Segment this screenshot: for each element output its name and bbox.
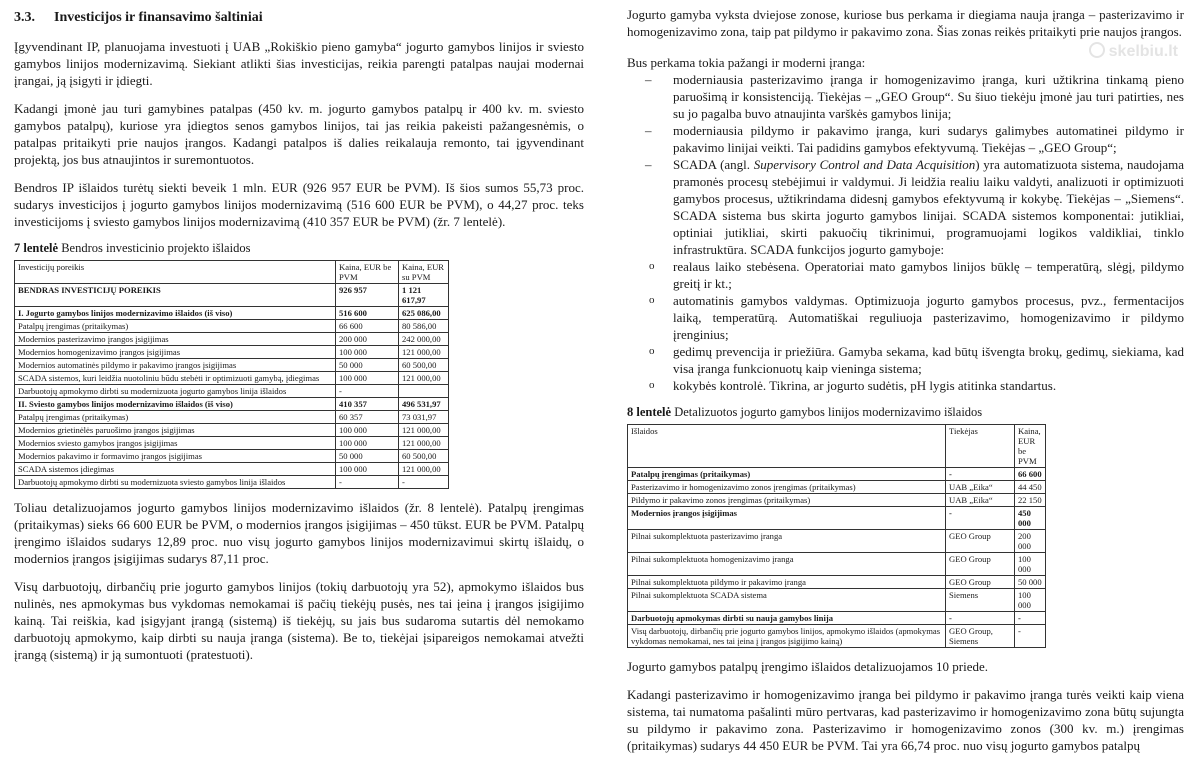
table-cell: 66 600	[1015, 468, 1046, 481]
table-cell: Darbuotojų apmokymas dirbti su nauja gamybos linija	[628, 612, 946, 625]
table-cell: 50 000	[336, 359, 399, 372]
table-cell: SCADA sistemos įdiegimas	[15, 463, 336, 476]
table-row	[15, 307, 449, 320]
paragraph: Jogurto gamyba vyksta dviejose zonose, kuriose bus perkama ir diegiama nauja įranga – pasterizavimo ir homogenizavimo zona, taip pat pildymo ir pakavimo zona. Šias zonas reikės pritaikyti prie naujos įrangos.	[627, 7, 1184, 39]
table-cell: Modernios įrangos įsigijimas	[628, 507, 946, 530]
section-number: 3.3.	[14, 10, 35, 25]
table-cell: Pildymo ir pakavimo zonos įrengimas (pritaikymas)	[628, 494, 946, 507]
table-cell: 121 000,00	[399, 346, 449, 359]
list-item: o realaus laiko stebėsena. Operatoriai mato gamybos linijos būklę – temperatūrą, slėgį, pildymo greitį ir kt.;	[673, 258, 1184, 292]
table-cell: Darbuotojų apmokymo dirbti su modernizuota sviesto gamybos linija išlaidos	[15, 476, 336, 489]
paragraph: Visų darbuotojų, dirbančių prie jogurto gamybos linijos (tokių darbuotojų yra 52), apmokymo išlaidos bus nulinės, nes apmokymas bus vykdomas nemokamai iš pačių tiekėjų pusės, nes tai įeina į įrangos įsigijimo kainą. Tai reiškia, kad įsigyjant įrangą (sistemą) iš tiekėjų, su jais bus sudaroma sutartis dėl nemokamo darbuotojų apmokymo, kaip dirbti su nauja įranga (sistema). Be to, tiekėjai įsipareigos nemokamai atvežti įrangą (sistemą) ir ją sumontuoti (pratestuoti).	[14, 579, 584, 662]
equipment-list	[627, 71, 1184, 258]
table-cell: Modernios automatinės pildymo ir pakavimo įrangos įsigijimas	[15, 359, 336, 372]
table-cell: 100 000	[1015, 553, 1046, 576]
paragraph: Toliau detalizuojamos jogurto gamybos linijos modernizavimo išlaidos (žr. 8 lentelė). Patalpų įrengimas (pritaikymas) sieks 66 600 EUR be PVM, o modernios įrangos įsigijimas – 450 tūkst. EUR be PVM. Patalpų įrengimo išlaidos sudarys 12,89 proc. nuo visų jogurto gamybos linijos modernizavimui skirtų išlaidų, o modernios įrangos įsigijimas sudarys 87,11 proc.	[14, 500, 584, 566]
table-cell: Modernios grietinėlės paruošimo įrangos įsigijimas	[15, 424, 336, 437]
table-cell: UAB „Eika“	[946, 481, 1015, 494]
table-cell: Patalpų įrengimas (pritaikymas)	[15, 320, 336, 333]
table-cell: -	[336, 385, 399, 398]
list-item: o gedimų prevencija ir priežiūra. Gamyba sekama, kad būtų išvengta brokų, gedimų, siekiama, kad visa įranga funkcionuotų kaip vieninga sistema;	[673, 343, 1184, 377]
table-cell: -	[1015, 612, 1046, 625]
table-cell: GEO Group	[946, 553, 1015, 576]
table-cell: 410 357	[336, 398, 399, 411]
table-cell: Pilnai sukomplektuota SCADA sistema	[628, 589, 946, 612]
list-item: – moderniausia pildymo ir pakavimo įranga, kuri sudarys galimybes automatinei pildymo ir pakavimo linijai veikti. Tai padidins gamybos efektyvumą. Tiekėjas – „GEO Group“;	[673, 122, 1184, 156]
table-row	[15, 476, 449, 489]
table-header-cell: Išlaidos	[628, 425, 946, 468]
table-cell: 66 600	[336, 320, 399, 333]
table-row	[628, 481, 1046, 494]
table-cell: Modernios pakavimo ir formavimo įrangos įsigijimas	[15, 450, 336, 463]
table-header-cell: Investicijų poreikis	[15, 261, 336, 284]
table-row	[628, 530, 1046, 553]
section-title: Investicijos ir finansavimo šaltiniai	[54, 10, 263, 25]
table-row	[628, 625, 1046, 648]
table-cell: 450 000	[1015, 507, 1046, 530]
table-cell: -	[946, 507, 1015, 530]
table-cell: I. Jogurto gamybos linijos modernizavimo išlaidos (iš viso)	[15, 307, 336, 320]
table-row	[15, 372, 449, 385]
table-row	[628, 468, 1046, 481]
table-cell: Pilnai sukomplektuota pildymo ir pakavimo įranga	[628, 576, 946, 589]
table-cell: II. Sviesto gamybos linijos modernizavimo išlaidos (iš viso)	[15, 398, 336, 411]
table-cell: 121 000,00	[399, 463, 449, 476]
table-cell: -	[946, 612, 1015, 625]
list-item: – SCADA (angl. Supervisory Control and Data Acquisition) yra automatizuota sistema, naudojama pramonės procesų stebėjimui ir valdymui. Ji leidžia realiu laiku valdyti, analizuoti ir optimizuoti gamybos procesus, užtikrindama didesnį gamybos efektyvumą ir kokybę. Tiekėjas – „Siemens“. SCADA sistema bus skirta jogurto gamybos linijai. SCADA sistemos komponentai: jutikliai, optiniai jutikliai, skirti pakuočių tikrinimui, programuojami logikos valdikliai, tinklo infrastruktūra. SCADA funkcijos jogurto gamyboje:	[673, 156, 1184, 258]
table-cell: 100 000	[336, 437, 399, 450]
table-cell: 1 121 617,97	[399, 284, 449, 307]
scada-functions-list	[627, 258, 1184, 394]
table-cell: 625 086,00	[399, 307, 449, 320]
table-cell: 44 450	[1015, 481, 1046, 494]
paragraph: Bendros IP išlaidos turėtų siekti beveik 1 mln. EUR (926 957 EUR be PVM). Iš šios sumos 55,73 proc. sudarys investicijos į jogurto gamybos linijos modernizavimą (516 600 EUR be PVM), o 44,27 proc. teks investicijoms į sviesto gamybos linijos modernizavimą (410 357 EUR be PVM) (žr. 7 lentelė).	[14, 180, 584, 229]
table-cell: UAB „Eika“	[946, 494, 1015, 507]
table-row	[628, 576, 1046, 589]
table-cell: GEO Group	[946, 530, 1015, 553]
table-cell: 242 000,00	[399, 333, 449, 346]
table-cell: Patalpų įrengimas (pritaikymas)	[15, 411, 336, 424]
table-row	[15, 437, 449, 450]
table-header-cell: Tiekėjas	[946, 425, 1015, 468]
table-row	[628, 589, 1046, 612]
table-row	[628, 494, 1046, 507]
table-7-caption: 7 lentelė Bendros investicinio projekto išlaidos	[14, 241, 251, 255]
table-cell: Pilnai sukomplektuota pasterizavimo įranga	[628, 530, 946, 553]
table-row	[15, 424, 449, 437]
table-cell: 100 000	[336, 424, 399, 437]
table-cell: 80 586,00	[399, 320, 449, 333]
table-cell: 121 000,00	[399, 372, 449, 385]
list-item: o automatinis gamybos valdymas. Optimizuoja jogurto gamybos procesus, pvz., fermentacijos laiką, temperatūrą. Automatiškai reguliuoja pasterizavimo, homogenizavimo ir pildymo įrenginius;	[673, 292, 1184, 343]
table-row	[15, 333, 449, 346]
table-cell: 60 500,00	[399, 450, 449, 463]
table-cell: 50 000	[336, 450, 399, 463]
table-row	[15, 411, 449, 424]
table-cell: GEO Group, Siemens	[946, 625, 1015, 648]
table-header-cell: Kaina, EUR be PVM	[336, 261, 399, 284]
table-7	[14, 260, 449, 489]
table-row	[15, 450, 449, 463]
table-row	[15, 385, 449, 398]
table-cell: 100 000	[336, 346, 399, 359]
table-row	[15, 320, 449, 333]
table-cell: Pilnai sukomplektuota homogenizavimo įranga	[628, 553, 946, 576]
table-cell: 926 957	[336, 284, 399, 307]
watermark: skelbiu.lt	[1089, 42, 1178, 61]
table-header-row	[628, 425, 1046, 468]
table-header-cell: Kaina, EUR be PVM	[1015, 425, 1046, 468]
table-8	[627, 424, 1046, 648]
table-cell: Modernios homogenizavimo įrangos įsigijimas	[15, 346, 336, 359]
table-header-row	[15, 261, 449, 284]
table-cell: Pasterizavimo ir homogenizavimo zonos įrengimas (pritaikymas)	[628, 481, 946, 494]
table-cell: Darbuotojų apmokymo dirbti su modernizuota jogurto gamybos linija išlaidos	[15, 385, 336, 398]
table-cell: 121 000,00	[399, 424, 449, 437]
list-item: – moderniausia pasterizavimo įranga ir homogenizavimo įranga, kuri užtikrina tinkamą pieno paruošimą ir konsistenciją. Tiekėjas – „GEO Group“. Su šiuo tiekėju įmonė jau turi patirties, nes su jo pagalba buvo atnaujinta varškės gamybos linija;	[673, 71, 1184, 122]
table-cell: 100 000	[336, 463, 399, 476]
table-cell: 121 000,00	[399, 437, 449, 450]
table-row	[15, 463, 449, 476]
table-8-caption: 8 lentelė Detalizuotos jogurto gamybos linijos modernizavimo išlaidos	[627, 405, 983, 419]
paragraph: Bus perkama tokia pažangi ir moderni įranga:	[627, 55, 866, 70]
table-cell: Siemens	[946, 589, 1015, 612]
table-row	[628, 507, 1046, 530]
table-cell: 60 357	[336, 411, 399, 424]
table-row	[15, 359, 449, 372]
table-cell: -	[399, 476, 449, 489]
table-cell: 200 000	[1015, 530, 1046, 553]
table-row	[15, 284, 449, 307]
paragraph: Įgyvendinant IP, planuojama investuoti į UAB „Rokiškio pieno gamyba“ jogurto gamybos linijos ir sviesto gamybos linijos modernizavimą. Siekiant atlikti šias investicijas, reikia parengti patalpas naujai modernai įrangai, ją įsigyti ir įdiegti.	[14, 39, 584, 88]
table-row	[628, 553, 1046, 576]
table-cell: 60 500,00	[399, 359, 449, 372]
table-cell: 50 000	[1015, 576, 1046, 589]
paragraph: Kadangi įmonė jau turi gamybines patalpas (450 kv. m. jogurto gamybos patalpų ir 400 kv. m. sviesto gamybos patalpų), kuriose yra įdiegtos senos gamybos linijos, tai jas reikia pakeisti pažangesnėmis, o patalpas pritaikyti prie naujos įrangos. Kadangi patalpos iš dalies reikalauja remonto, tai įgyvendinant projektą, jos bus atnaujintos ir suremontuotos.	[14, 101, 584, 167]
table-cell: -	[946, 468, 1015, 481]
table-cell: 100 000	[336, 372, 399, 385]
section-heading	[14, 10, 584, 26]
table-cell: Modernios pasterizavimo įrangos įsigijimas	[15, 333, 336, 346]
table-row	[15, 346, 449, 359]
table-cell: 516 600	[336, 307, 399, 320]
table-header-cell: Kaina, EUR su PVM	[399, 261, 449, 284]
table-cell: Patalpų įrengimas (pritaikymas)	[628, 468, 946, 481]
table-cell: 496 531,97	[399, 398, 449, 411]
table-cell: -	[336, 476, 399, 489]
table-cell: SCADA sistemos, kuri leidžia nuotoliniu būdu stebėti ir optimizuoti gamybą, įdiegimas	[15, 372, 336, 385]
right-column	[627, 6, 1184, 765]
table-cell: Modernios sviesto gamybos įrangos įsigijimas	[15, 437, 336, 450]
table-cell	[399, 385, 449, 398]
table-cell: 200 000	[336, 333, 399, 346]
list-item: o kokybės kontrolė. Tikrina, ar jogurto sudėtis, pH lygis atitinka standartus.	[673, 377, 1184, 394]
table-cell: -	[1015, 625, 1046, 648]
table-cell: 73 031,97	[399, 411, 449, 424]
table-cell: GEO Group	[946, 576, 1015, 589]
table-row	[628, 612, 1046, 625]
paragraph: Jogurto gamybos patalpų įrengimo išlaidos detalizuojamos 10 priede.	[627, 659, 989, 674]
table-cell: BENDRAS INVESTICIJŲ POREIKIS	[15, 284, 336, 307]
table-cell: Visų darbuotojų, dirbančių prie jogurto gamybos linijos, apmokymo išlaidos (apmokymas vykdomas nemokamai, nes tai įeina į įrangos įsigijimo kainą)	[628, 625, 946, 648]
table-cell: 22 150	[1015, 494, 1046, 507]
paragraph: Kadangi pasterizavimo ir homogenizavimo įranga bei pildymo ir pakavimo įranga turės veikti kaip viena sistema, tai numatoma pašalinti mūro pertvaras, kad pasterizavimo ir homogenizavimo zona būtų sujungta su pildymo ir pakavimo zona. Pasterizavimo ir homogenizavimo zonos (300 kv. m.) įrengimas (pritaikymas) sudarys 44 450 EUR be PVM. Tai yra 66,74 proc. nuo visų jogurto gamybos patalpų	[627, 687, 1184, 753]
table-row	[15, 398, 449, 411]
left-column	[14, 6, 584, 674]
table-cell: 100 000	[1015, 589, 1046, 612]
